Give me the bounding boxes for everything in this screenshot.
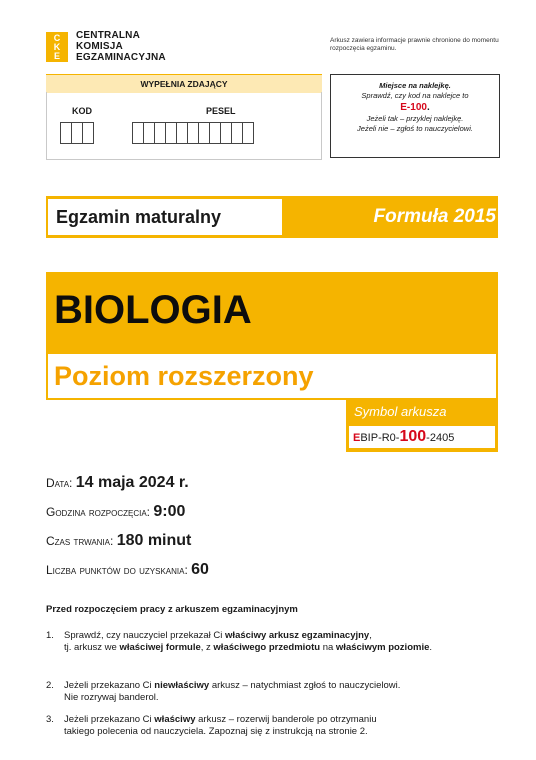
instruction-bold: właściwy arkusz egzaminacyjny bbox=[225, 630, 370, 641]
instruction-number: 1. bbox=[46, 630, 54, 641]
instruction-text: Jeżeli przekazano Ci bbox=[64, 680, 155, 691]
symbol-label: Symbol arkusza bbox=[354, 404, 447, 419]
symbol-code bbox=[349, 426, 495, 448]
symbol-code-end: -2405 bbox=[426, 432, 455, 444]
duration-value: 180 minut bbox=[116, 532, 192, 549]
duration-line bbox=[46, 532, 191, 550]
symbol-code-mid: BIP-R0- bbox=[360, 432, 400, 444]
pesel-cell[interactable] bbox=[242, 122, 254, 144]
instruction-text: Nie rozrywaj banderol. bbox=[64, 692, 159, 703]
instruction-text: na bbox=[320, 642, 336, 653]
instruction-text: takiego polecenia od nauczyciela. Zapoznaj się z instrukcją na stronie 2. bbox=[64, 726, 368, 737]
kod-cell[interactable] bbox=[82, 122, 94, 144]
duration-label: Czas trwania: bbox=[46, 534, 114, 548]
instruction-bold: właściwego przedmiotu bbox=[213, 642, 321, 653]
kod-label: KOD bbox=[72, 106, 92, 116]
start-label: Godzina rozpoczęcia: bbox=[46, 505, 151, 519]
sticker-check-text: Sprawdź, czy kod na naklejce to bbox=[361, 91, 469, 100]
org-line-2: KOMISJA bbox=[76, 41, 123, 52]
legal-note: Arkusz zawiera informacje prawnie chronione do momentu rozpoczęcia egzaminu. bbox=[330, 37, 499, 52]
exam-title: Egzamin maturalny bbox=[48, 199, 282, 235]
points-line bbox=[46, 561, 209, 579]
sticker-yes-text: Jeżeli tak – przyklej naklejkę. bbox=[366, 114, 464, 123]
points-label: Liczba punktów do uzyskania: bbox=[46, 563, 188, 577]
instruction-text: , bbox=[369, 630, 372, 641]
instruction-number: 3. bbox=[46, 714, 54, 725]
cke-logo-icon: CKE bbox=[46, 32, 68, 62]
instruction-text: arkusz – natychmiast zgłoś to nauczycielowi. bbox=[209, 680, 401, 691]
instruction-text: . bbox=[429, 642, 433, 653]
exam-formula: Formuła 2015 bbox=[373, 206, 496, 227]
instruction-item bbox=[46, 630, 496, 654]
start-value: 9:00 bbox=[153, 503, 186, 520]
sticker-no-text: Jeżeli nie – zgłoś to nauczycielowi. bbox=[357, 124, 473, 133]
sticker-code-dot: . bbox=[426, 102, 430, 113]
symbol-code-e: E bbox=[353, 432, 361, 444]
points-value: 60 bbox=[191, 561, 209, 578]
sticker-code: E-100 bbox=[400, 102, 427, 113]
instruction-item bbox=[46, 714, 496, 738]
instructions-title: Przed rozpoczęciem pracy z arkuszem egzaminacyjnym bbox=[46, 604, 298, 615]
instruction-text: arkusz – rozerwij banderole po otrzymaniu bbox=[195, 714, 377, 725]
kod-field[interactable] bbox=[60, 122, 93, 144]
org-line-3: EGZAMINACYJNA bbox=[76, 52, 166, 63]
subject-name: BIOLOGIA bbox=[54, 288, 252, 332]
date-label: Data: bbox=[46, 476, 73, 490]
date-value: 14 maja 2024 r. bbox=[75, 474, 189, 491]
pesel-field[interactable] bbox=[132, 122, 253, 144]
instruction-text: Jeżeli przekazano Ci bbox=[64, 714, 155, 725]
instruction-bold: właściwym poziomie bbox=[335, 642, 430, 653]
org-line-1: CENTRALNA bbox=[76, 30, 141, 41]
pesel-label: PESEL bbox=[206, 106, 236, 116]
instruction-bold: niewłaściwy bbox=[154, 680, 210, 691]
date-line bbox=[46, 474, 189, 492]
instruction-item bbox=[46, 680, 496, 704]
start-line bbox=[46, 503, 185, 521]
fill-box-title: WYPEŁNIA ZDAJĄCY bbox=[46, 74, 322, 93]
subject-level: Poziom rozszerzony bbox=[54, 361, 314, 391]
instruction-number: 2. bbox=[46, 680, 54, 691]
sticker-area bbox=[330, 74, 500, 158]
instruction-text: Sprawdź, czy nauczyciel przekazał Ci bbox=[64, 630, 226, 641]
organization-name bbox=[76, 30, 166, 63]
instruction-bold: właściwy bbox=[154, 714, 196, 725]
instruction-text: tj. arkusz we bbox=[64, 642, 120, 653]
symbol-code-number: 100 bbox=[399, 428, 427, 445]
instruction-bold: właściwej formule bbox=[119, 642, 201, 653]
instruction-text: , z bbox=[200, 642, 214, 653]
sticker-title: Miejsce na naklejkę. bbox=[379, 81, 451, 90]
